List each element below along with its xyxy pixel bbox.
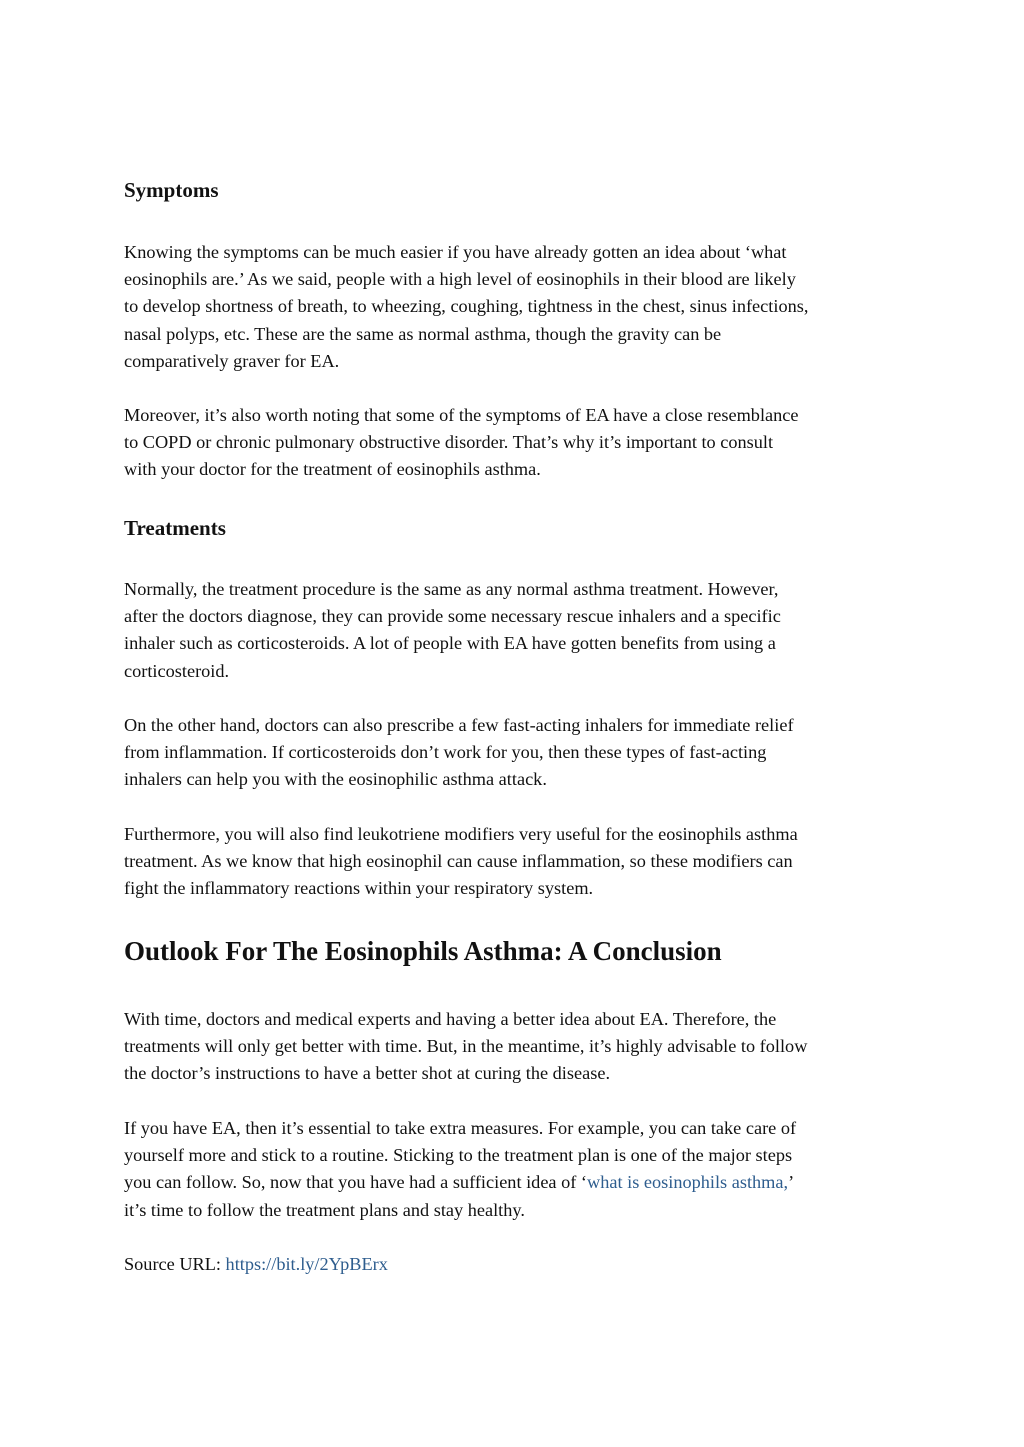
outlook-paragraph-1 <box>124 1006 914 1088</box>
outlook-paragraph-2 <box>124 1115 914 1224</box>
text-line: the doctor’s instructions to have a better shot at curing the disease. <box>124 1063 611 1084</box>
text-line: with your doctor for the treatment of eosinophils asthma. <box>124 459 541 480</box>
text-line: to COPD or chronic pulmonary obstructive disorder. That’s why it’s important to consult <box>124 432 774 453</box>
text-line: With time, doctors and medical experts and having a better idea about EA. Therefore, the <box>124 1009 777 1029</box>
text-line: comparatively graver for EA. <box>124 350 340 371</box>
treatments-paragraph-1 <box>124 576 914 685</box>
text-line: On the other hand, doctors can also prescribe a few fast-acting inhalers for immediate relief <box>124 715 794 735</box>
treatments-paragraph-3 <box>124 821 914 903</box>
treatments-paragraph-2 <box>124 712 914 794</box>
symptoms-heading: Symptoms <box>124 178 219 202</box>
text-line: treatments will only get better with time. But, in the meantime, it’s highly advisable to follow <box>124 1036 808 1057</box>
text-line: fight the inflammatory reactions within your respiratory system. <box>124 878 594 899</box>
symptoms-paragraph-1 <box>124 239 914 375</box>
text-line: Moreover, it’s also worth noting that some of the symptoms of EA have a close resemblance <box>124 405 799 425</box>
source-label: Source URL: <box>124 1254 226 1274</box>
text-line: to develop shortness of breath, to wheezing, coughing, tightness in the chest, sinus infections, <box>124 296 809 317</box>
text-line: Normally, the treatment procedure is the same as any normal asthma treatment. However, <box>124 579 779 599</box>
text-line: eosinophils are.’ As we said, people with a high level of eosinophils in their blood are likely <box>124 269 796 290</box>
text-line: from inflammation. If corticosteroids don’t work for you, then these types of fast-acting <box>124 742 767 763</box>
text-line: treatment. As we know that high eosinophil can cause inflammation, so these modifiers can <box>124 851 793 872</box>
source-line-content <box>124 1251 914 1278</box>
text-line: nasal polyps, etc. These are the same as normal asthma, though the gravity can be <box>124 323 722 344</box>
text-before-link: you can follow. So, now that you have had a sufficient idea of ‘ <box>124 1172 588 1193</box>
text-line: If you have EA, then it’s essential to take extra measures. For example, you can take care of <box>124 1118 797 1138</box>
text-line: Furthermore, you will also find leukotriene modifiers very useful for the eosinophils asthma <box>124 824 798 844</box>
text-line: corticosteroid. <box>124 660 230 681</box>
text-line: it’s time to follow the treatment plans and stay healthy. <box>124 1199 525 1220</box>
text-line: yourself more and stick to a routine. Sticking to the treatment plan is one of the major steps <box>124 1145 793 1166</box>
text-line: inhaler such as corticosteroids. A lot of people with EA have gotten benefits from using a <box>124 633 776 654</box>
text-line: inhalers can help you with the eosinophilic asthma attack. <box>124 769 547 790</box>
treatments-heading: Treatments <box>124 516 226 540</box>
source-line <box>124 1251 914 1278</box>
text-line: Knowing the symptoms can be much easier if you have already gotten an idea about ‘what <box>124 242 787 262</box>
text-after-link: ’ <box>788 1172 795 1193</box>
source-url-link[interactable]: https://bit.ly/2YpBErx <box>225 1254 388 1274</box>
text-line-with-link <box>124 1169 914 1196</box>
outlook-heading: Outlook For The Eosinophils Asthma: A Conclusion <box>124 936 722 966</box>
symptoms-paragraph-2 <box>124 402 914 484</box>
text-line: after the doctors diagnose, they can provide some necessary rescue inhalers and a specific <box>124 606 781 627</box>
eosinophils-asthma-link[interactable]: what is eosinophils asthma, <box>587 1172 789 1193</box>
